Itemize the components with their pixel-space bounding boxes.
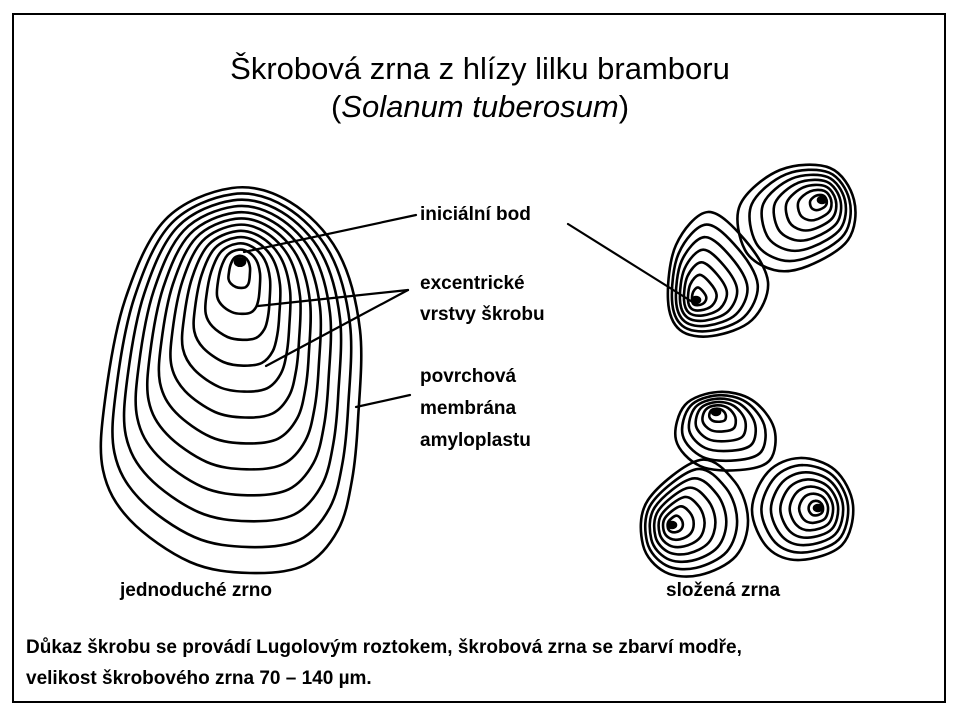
leader-membrane [356, 395, 410, 407]
compound-triple-top-hilum [712, 409, 720, 415]
compound-grain-triple-drawing [641, 392, 853, 577]
compound-pair-right-layer [737, 165, 855, 272]
caption-line-1: Důkaz škrobu se provádí Lugolovým roztokem, škrobová zrna se zbarví modře, [26, 637, 742, 658]
compound-triple-left-hilum [668, 522, 676, 528]
label-initial-point: iniciální bod [420, 204, 531, 225]
title-paren-open: ( [330, 89, 342, 124]
label-layers-line-1: excentrické [420, 273, 525, 294]
title-line-1: Škrobová zrna z hlízy lilku bramboru [230, 51, 730, 86]
label-compound-grains: složená zrna [666, 580, 781, 601]
caption [26, 632, 742, 694]
compound-grain-pair-drawing [668, 165, 856, 337]
simple-grain-drawing [101, 187, 361, 573]
label-layers-line-2: vrstvy škrobu [420, 304, 545, 325]
compound-pair-right-hilum [818, 197, 826, 203]
simple-grain-layer [170, 225, 300, 418]
label-membrane-line-3: amyloplastu [420, 430, 531, 451]
caption-line-2: velikost škrobového zrna 70 – 140 µm. [26, 668, 372, 689]
title-species: Solanum tuberosum [341, 89, 619, 124]
label-membrane-line-2: membrána [420, 398, 517, 419]
compound-triple-right-layer [761, 465, 848, 553]
compound-triple-right-hilum [814, 505, 822, 511]
simple-grain-layer [182, 231, 291, 392]
label-membrane-line-1: povrchová [420, 366, 517, 387]
title-paren-close: ) [618, 89, 630, 124]
simple-grain-hilum [235, 258, 245, 266]
label-simple-grain: jednoduché zrno [120, 580, 272, 601]
